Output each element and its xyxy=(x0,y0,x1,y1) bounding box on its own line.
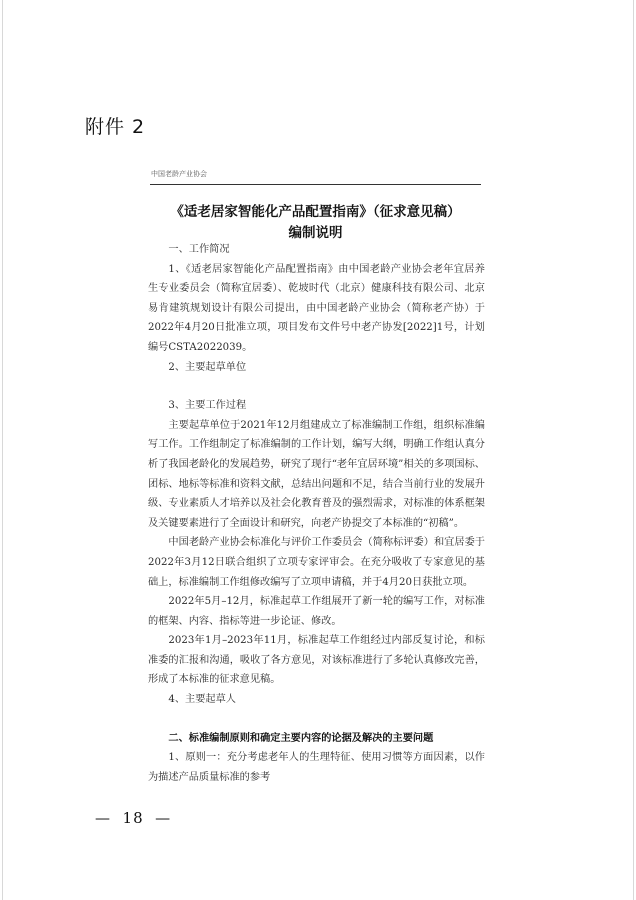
document-subtitle: 编制说明 xyxy=(288,225,343,241)
paragraph-work-process: 3、主要工作过程 xyxy=(168,400,247,412)
attachment-label: 附件 2 xyxy=(85,116,146,138)
page-number: — 18 — xyxy=(95,809,172,827)
paragraph-2022-work: 2022年5月–12月，标准起草工作组展开了新一轮的编写工作，对标准的框架、内容、指标等进一步论证、修改。 xyxy=(148,596,485,627)
paragraph-main-drafters: 2、主要起草单位 xyxy=(168,361,247,373)
section-heading-2: 二、标准编制原则和确定主要内容的论据及解决的主要问题 xyxy=(168,731,434,744)
section-heading-1: 一、工作简况 xyxy=(168,244,230,255)
paragraph-working-group: 主要起草单位于2021年12月组建成立了标准编制工作组，组织标准编写工作。工作组制定了标准编制的工作计划，编写大纲，明确工作组认真分析了我国老龄化的发展趋势，研究了现行“老年宜居环境”相关的多项国标、团标、地标等标准和资料文献，总结出问题和不足，结合当前行业的发展升级、专业素质人才培养以及社会化教育普及的强烈需求，对标准的体系框架及关键要素进行了全面设计和研究，向老产协提交了本标准的“初稿”。 xyxy=(148,419,485,529)
paragraph-review-meeting: 中国老龄产业协会标准化与评价工作委员会（简称标评委）和宜居委于2022年3月12日联合组织了立项专家评审会。在充分吸收了专家意见的基础上，标准编制工作组修改编写了立项申请稿，并于4月20日获批立项。 xyxy=(148,537,485,588)
organization-header: 中国老龄产业协会 xyxy=(151,170,207,178)
header-rule xyxy=(150,184,481,185)
paragraph-principle-1: 1、原则一：充分考虑老年人的生理特征、使用习惯等方面因素，以作为描述产品质量标准的参考 xyxy=(148,752,485,783)
paragraph-main-authors: 4、主要起草人 xyxy=(168,694,236,706)
document-title: 《适老居家智能化产品配置指南》（征求意见稿） xyxy=(170,204,461,220)
document-body xyxy=(148,240,485,787)
paragraph-proposal: 1、《适老居家智能化产品配置指南》由中国老龄产业协会老年宜居养生专业委员会（简称宜居委）、乾坡时代（北京）健康科技有限公司、北京易肯建筑规划设计有限公司提出，由中国老龄产业协会（简称老产协）于2022年4月20日批准立项，项目发布文件号中老产协发[2022]1号，计划编号CSTA2022039。 xyxy=(148,263,485,353)
paragraph-2023-work: 2023年1月–2023年11月，标准起草工作组经过内部反复讨论，和标准委的汇报和沟通，吸收了各方意见，对该标准进行了多轮认真修改完善，形成了本标准的征求意见稿。 xyxy=(148,635,485,686)
